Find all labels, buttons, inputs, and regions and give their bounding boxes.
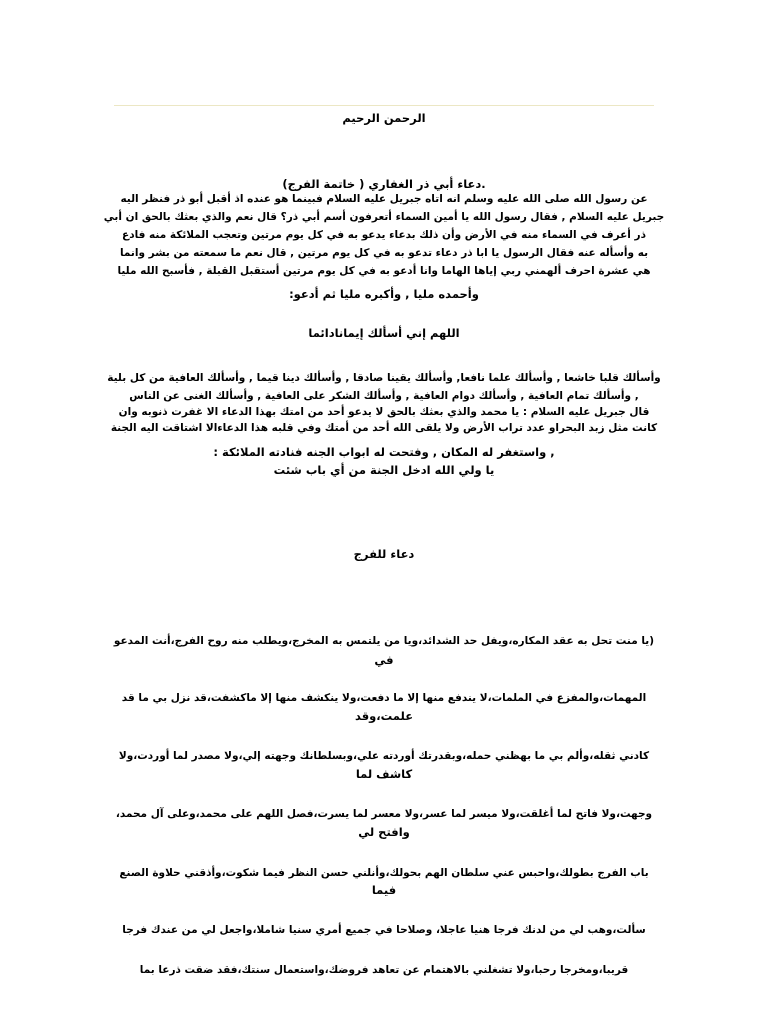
relief-prayer-line: كادني ثقله،وألم بي ما بهظني حمله،وبقدرتك أوردته علي،وبسلطانك وجهته إلي،ولا مصدر لما أوردت،ولا: [118, 750, 650, 762]
relief-prayer-line: (يا منت تحل به عقد المكاره،ويفل حد الشدائد،ويا من يلتمس به المخرج،ويطلب منه روح الفرج،أنت المدعو: [113, 635, 655, 647]
relief-prayer-line: علمت،وقد: [354, 709, 414, 723]
invocation-line: وأسألك قلبا خاشعا , وأسألك علما نافعا, وأسألك يقينا صادقا , وأسألك دينا قيما , وأسألك العافية من كل بلية: [107, 372, 661, 384]
narration-line: هي عشرة احرف ألهمني ربي إياها الهاما وانا أدعو به في كل يوم مرتين أستقبل القبلة , فأسبح الله مليا: [117, 265, 651, 277]
invocation-line: , وأسألك تمام العافية , وأسألك دوام العافية , وأسألك الشكر على العافية , وأسألك الغنى عن الناس: [129, 390, 639, 402]
invocation-opening: اللهم إني أسألك إيمانادائما: [308, 326, 460, 340]
relief-prayer-line: المهمات،والمفزع في الملمات،لا يندفع منها إلا ما دفعت،ولا ينكشف منها إلا ماكشفت،قد نزل بي ما قد: [121, 692, 647, 704]
relief-prayer-line: كاشف لما: [355, 767, 413, 781]
relief-prayer-line: سألت،وهب لي من لدنك فرجا هنيا عاجلا، وصلاحا في جميع أمري سنيا شاملا،واجعل لي من عندك فرجا: [122, 924, 646, 936]
invocation-line: قال جبريل عليه السلام : يا محمد والذي بعثك بالحق لا يدعو أحد من امتك بهذا الدعاء الا غفرت ذنوبه وان: [118, 406, 650, 418]
narration-line: عن رسول الله صلى الله عليه وسلم انه اتاه جبريل عليه السلام فبينما هو عنده اذ أقبل أبو ذر فنظر اليه: [120, 193, 648, 205]
first-prayer-title: .دعاء أبي ذر الغفاري ( خاتمة الفرج): [282, 177, 486, 191]
second-prayer-title: دعاء للفرج: [353, 547, 415, 561]
invocation-line: , واستغفر له المكان , وفتحت له ابواب الجنه فنادته الملائكة :: [213, 445, 555, 459]
narration-line: وأحمده مليا , وأكبره مليا ثم أدعو:: [289, 287, 479, 301]
narration-line: جبريل عليه السلام , فقال رسول الله يا أمين السماء أتعرفون أسم أبي ذر؟ قال نعم والذي بعثك بالحق ان أبي: [103, 211, 665, 223]
relief-prayer-line: في: [374, 653, 394, 667]
narration-line: ذر أعرف في السماء منه في الأرض وأن ذلك بدعاء يدعو به في كل يوم مرتين وتعجب الملائكة منه فادع: [122, 229, 646, 241]
relief-prayer-line: فيما: [371, 883, 397, 897]
invocation-line: يا ولي الله ادخل الجنة من أي باب شئت: [273, 463, 495, 477]
invocation-line: كانت مثل زبد البحراو عدد تراب الأرض ولا يلقى الله أحد من أمتك وفي قلبه هذا الدعاءالا اشتاقت اليه الجنة: [110, 422, 658, 434]
relief-prayer-line: وجهت،ولا فاتح لما أغلقت،ولا ميسر لما عسر،ولا معسر لما يسرت،فصل اللهم على محمد،وعلى آل محمد،: [115, 808, 653, 820]
narration-line: به وأسأله عنه فقال الرسول يا ابا ذر دعاء تدعو به في كل يوم مرتين , قال نعم ما سمعته من بشر وانما: [119, 247, 649, 259]
relief-prayer-line: باب الفرج بطولك،واحبس عني سلطان الهم بحولك،وأنلني حسن النظر فيما شكوت،وأذقني حلاوة الصنع: [119, 867, 649, 879]
basmala: الرحمن الرحيم: [342, 111, 426, 125]
relief-prayer-line: وافتح لي: [358, 825, 410, 839]
relief-prayer-line: قريبا،ومخرجا رحبا،ولا تشغلني بالاهتمام عن تعاهد فروضك،واستعمال سنتك،فقد ضقت ذرعا بما: [139, 964, 629, 976]
top-divider: [114, 105, 654, 106]
